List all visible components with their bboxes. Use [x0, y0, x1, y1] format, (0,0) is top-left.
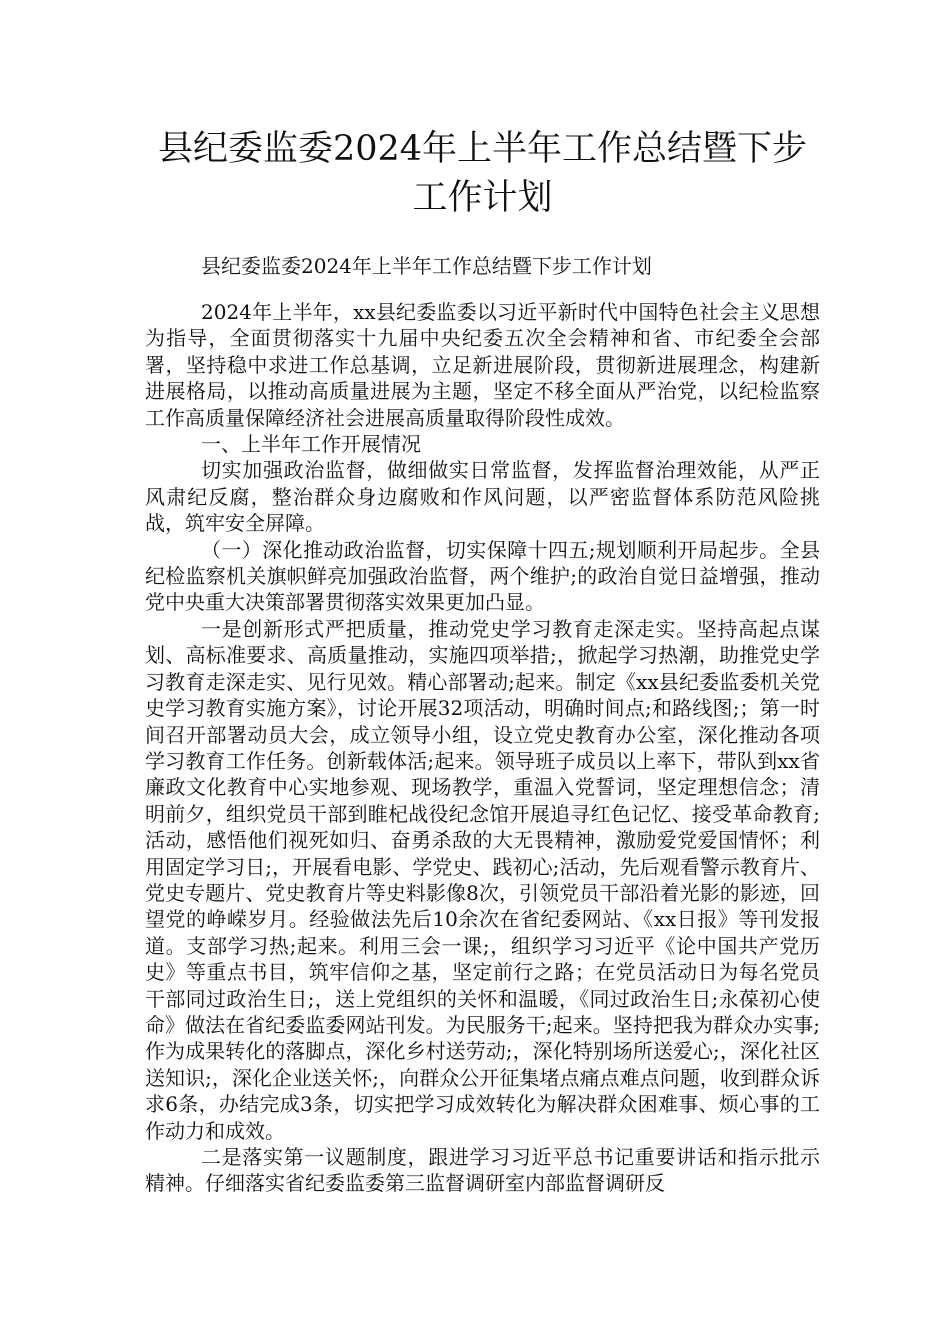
paragraph-item-two: 二是落实第一议题制度，跟进学习习近平总书记重要讲话和指示批示精神。仔细落实省纪委监委第三监督调研室内部监督调研反 [145, 1145, 820, 1196]
paragraph-subsection-one: （一）深化推动政治监督，切实保障十四五;规划顺利开局起步。全县纪检监察机关旗帜鲜亮加强政治监督，两个维护;的政治自觉日益增强，推动党中央重大决策部署贯彻落实效果更加凸显。 [145, 537, 820, 615]
document-subtitle: 县纪委监委2024年上半年工作总结暨下步工作计划 [201, 254, 652, 278]
document-page [145, 125, 820, 1197]
section-heading: 一、上半年工作开展情况 [201, 432, 421, 457]
document-body [145, 299, 820, 1197]
paragraph-summary: 切实加强政治监督，做细做实日常监督，发挥监督治理效能，从严正风肃纪反腐，整治群众身边腐败和作风问题，以严密监督体系防范风险挑战，筑牢安全屏障。 [145, 458, 820, 536]
document-title: 县纪委监委2024年上半年工作总结暨下步工作计划 [157, 129, 808, 218]
paragraph-item-one: 一是创新形式严把质量，推动党史学习教育走深走实。坚持高起点谋划、高标准要求、高质量推动，实施四项举措;，掀起学习热潮，助推党史学习教育走深走实、见行见效。精心部署动;起来。制定《xx县纪委监委机关党史学习教育实施方案》，讨论开展32项活动，明确时间点;和路线图;；第一时间召开部署动员大会，成立领导小组，设立党史教育办公室，深化推动各项学习教育工作任务。创新载体活;起来。领导班子成员以上率下，带队到xx省廉政文化教育中心实地参观、现场教学，重温入党誓词，坚定理想信念；清明前夕，组织党员干部到睢杞战役纪念馆开展追寻红色记忆、接受革命教育;活动，感悟他们视死如归、奋勇杀敌的大无畏精神，激励爱党爱国情怀；利用固定学习日;，开展看电影、学党史、践初心;活动，先后观看警示教育片、党史专题片、党史教育片等史料影像8次，引领党员干部沿着光影的影迹，回望党的峥嵘岁月。经验做法先后10余次在省纪委网站、《xx日报》等刊发报道。支部学习热;起来。利用三会一课;，组织学习习近平《论中国共产党历史》等重点书目，筑牢信仰之基，坚定前行之路；在党员活动日为每名党员干部同过政治生日;，送上党组织的关怀和温暖，《同过政治生日;永葆初心使命》做法在省纪委监委网站刊发。为民服务干;起来。坚持把我为群众办实事;作为成果转化的落脚点，深化乡村送劳动;，深化特别场所送爱心;，深化社区送知识;，深化企业送关怀;，向群众公开征集堵点痛点难点问题，收到群众诉求6条，办结完成3条，切实把学习成效转化为解决群众困难事、烦心事的工作动力和成效。 [145, 616, 820, 1143]
paragraph-intro: 2024年上半年，xx县纪委监委以习近平新时代中国特色社会主义思想为指导，全面贯彻落实十九届中央纪委五次全会精神和省、市纪委全会部署，坚持稳中求进工作总基调，立足新进展阶段，贯彻新进展理念，构建新进展格局，以推动高质量进展为主题，坚定不移全面从严治党，以纪检监察工作高质量保障经济社会进展高质量取得阶段性成效。 [145, 300, 820, 430]
